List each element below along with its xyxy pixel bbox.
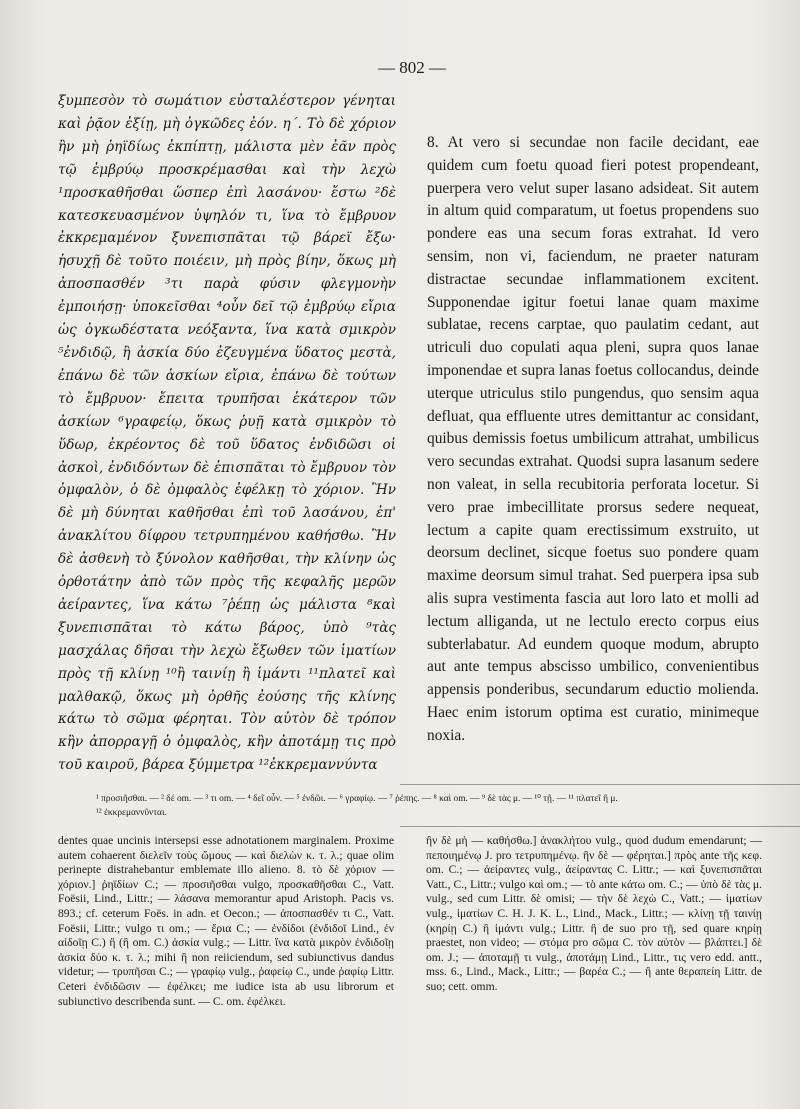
variant-readings-line-2: ¹² ἐκκρεμαννῦνται. <box>96 808 167 818</box>
notes-left-column <box>58 834 394 1009</box>
notes-right-column <box>426 834 762 995</box>
variant-readings-line-1: ¹ προσιῆσθαι. — ² δέ om. — ³ τι om. — ⁴ δεῖ οὖν. — ⁵ ἐνδῶι. — ⁶ γραφίῳ. — ⁷ ῥέπης. — ⁸ καὶ om. — ⁹ δὲ τὰς μ. — ¹⁰ τῇ. — ¹¹ πλατεῖ ἢ μ. <box>96 794 618 804</box>
variant-readings <box>96 792 796 820</box>
greek-column <box>58 90 396 777</box>
page-number: — 802 — <box>378 58 446 77</box>
notes-left-text: dentes quae uncinis intersepsi esse adnotationem marginalem. Proxime autem cohaerent διελεῖν τοὺς ὤμους — καὶ διελὼν κ. τ. λ.; quae olim perinepte distrahebantur emblemate illo alieno. 8. τὸ δὲ χόριον — χόριον.] ῥηϊδίων C.; — προσιῆσθαι vulgo, προσκαθῆσθαι C., Vatt. Foësii, Lind., Littr.; — λάσανα memorantur apud Aristoph. Pacis vs. 893.; cf. ceterum Foës. in adn. et Oecon.; — ἀποσπασθέν τι C., Vatt. Foësii, Littr.; vulgo τι om.; — ἔρια C.; — ἐνδίδοι (ἐνδιδοῖ Lind., ἐν αἰδοῖῃ C.) ἢ (ἢ om. C.) ἀσκία vulg.; — Littr. ἵνα κατὰ μικρὸν ἐνδιδοῖῃ ἀσκία δύο κ. τ. λ.; mihi ἢ non reiiciendum, sed subiunctivus dandus videtur; — τρυπῆσαι C.; — γραφίῳ vulg., ῥαφείῳ C., unde ῥαφίῳ Littr. Ceteri ἐνδιδῶσιν — ἐφέλκει; me iudice ista ab usu librorum et subiunctivo describenda sunt. — C. om. ἐφέλκει. <box>58 834 394 1008</box>
notes-right-text: ἢν δὲ μὴ — καθήσθω.] ἀνακλήτου vulg., quod dudum emendarunt; — πεποιημένῳ J. pro τετρυπημένῳ. ἢν δὲ — φέρηται.] πρὸς ante τῆς κεφ. om. C.; — ἀείραντες vulg., ἀείραντας C. Littr.; — καὶ ξυνεπισπᾶται Vatt., C., Littr.; vulgo καὶ om.; — τὸ ante κάτω om. C.; — ὑπὸ δὲ τὰς μ. vulg., sed cum Littr. δὲ omisi; — τὴν δὲ λεχὼ C., Vatt.; — ἱματίων vulg., ἱματίων C. H. J. K. L., Lind., Mack., Littr.; — κλίνῃ τῇ ταινίῃ (κηρίῃ C.) ἢ ἱμάντι vulg.; Littr. ἢ de suo pro τῇ, sed quare κηρίῃ praestet, non video; — στόμα pro σῶμα C. τὸν αὐτὸν — βλάπτει.] δὲ om. J.; — ἀποταμῇ τι vulg., ἀποτάμῃ Lind., Littr., τις vero edd. antt., mss. 6., Lind., Mack., Littr.; — βαρέα C.; — ἢ ante θεραπείη Littr. de suo; cett. omm. <box>426 834 762 993</box>
greek-text: ξυμπεσὸν τὸ σωμάτιον εὐσταλέστερον γένηται καὶ ῥᾷον ἐξίῃ, μὴ ὀγκῶδες ἐόν. η΄. Τὸ δὲ χόριον ἢν μὴ ῥηϊδίως ἐκπίπτῃ, μάλιστα μὲν ἐᾶν πρὸς τῷ ἐμβρύῳ προσκρέμασθαι καὶ τὴν λεχὼ ¹προσκαθῆσθαι ὥσπερ ἐπὶ λασάνου· ἔστω ²δὲ κατεσκευασμένον ὑψηλόν τι, ἵνα τὸ ἔμβρυον ἐκκρεμαμένον ξυνεπισπᾶται τῷ βάρεϊ ἔξω· ἡσυχῇ δὲ τοῦτο ποιέειν, μὴ πρὸς βίην, ὅκως μὴ ἀποσπασθέν ³τι παρὰ φύσιν φλεγμονὴν ἐμποιήσῃ· ὑποκεῖσθαι ⁴οὖν δεῖ τῷ ἐμβρύῳ εἴρια ὡς ὀγκωδέστατα νεόξαντα, ἵνα κατὰ σμικρὸν ⁵ἐνδιδῷ, ἢ ἀσκία δύο ἐζευγμένα ὕδατος μεστὰ, ἐπάνω δὲ τῶν ἀσκίων εἴρια, ἐπάνω δὲ τούτων τὸ ἔμβρυον· ἔπειτα τρυπῆσαι ἑκάτερον τῶν ἀσκίων ⁶γραφείῳ, ὅκως ῥυῇ κατὰ σμικρὸν τὸ ὕδωρ, ἐκρέοντος δὲ τοῦ ὕδατος ἐνδιδῶσι οἱ ἀσκοὶ, ἐνδιδόντων δὲ ἐπισπᾶται τὸ ἔμβρυον τὸν ὀμφαλὸν, ὁ δὲ ὀμφαλὸς ἐφέλκῃ τὸ χόριον. Ἢν δὲ μὴ δύνηται καθῆσθαι ἐπὶ τοῦ λασάνου, ἐπ' ἀνακλίτου δίφρου τετρυπημένου καθήσθω. Ἢν δὲ ἀσθενὴ τὸ ξύνολον καθῆσθαι, τὴν κλίνην ὡς ὀρθοτάτην ἀπὸ τῶν πρὸς τῆς κεφαλῆς μερῶν ἀείραντες, ἵνα κάτω ⁷ῥέπῃ ὡς μάλιστα ⁸καὶ ξυνεπισπᾶται τὸ κάτω βάρος, ὑπὸ ⁹τὰς μασχάλας δῆσαι τὴν λεχὼ ἔξωθεν τῶν ἱματίων πρὸς τῇ κλίνῃ ¹⁰ἢ ταινίῃ ἢ ἱμάντι ¹¹πλατεῖ καὶ μαλθακῷ, ὅκως μὴ ὀρθῆς ἐούσης τῆς κλίνης κάτω τὸ σῶμα φέρηται. Τὸν αὐτὸν δὲ τρόπον κἢν ἀπορραγῇ ὁ ὀμφαλὸς, κἢν ἀποτάμῃ τις πρὸ τοῦ καιροῦ, βάρεα ξύμμετρα ¹²ἐκκρεμαννύντα <box>58 93 396 774</box>
latin-text: 8. At vero si secundae non facile decidant, eae quidem cum foetu quoad fieri potest propendeant, puerpera vero velut super lasano adsideat. Sit autem in altum quid comparatum, ut foetus propendens suo pondere eas una secum foras extrahat. Id vero sensim, non vi, faciendum, ne praeter naturam distractae secundae inflammationem excitent. Supponendae igitur foetui lanae quam maxime sublatae, recens carptae, quo paulatim cedant, aut utriculi duo copulati aqua pleni, supra quos lanae imponendae et supra lanas foetus collocandus, deinde uterque utriculus stilo pungendus, quo sensim aqua defluat, qua effluente utres demittantur ac considant, quibus demissis foetus umbilicum attrahat, umbilicus vero secundas extrahat. Quodsi supra lasanum sedere non valeat, in sella recubitoria perforata locetur. Si vero prae imbecillitate prorsus sedere nequeat, lectum a capite quam erectissimum exstruito, ut deorsum declinet, sicque foetus suo pondere quam maxime deorsum simul trahat. Sed puerpera ipsa sub alis supra vestimenta fascia aut loro lato et molli ad lectum alliganda, ut ne lectulo erecto corpus eius subterlabatur. Ad eundem quoque modum, abrupto aut ante tempus abscisso umbilico, convenientibus appensis ponderibus, secundarum eductio molienda. Haec enim istorum optima est curatio, minimeque noxia. <box>427 134 759 744</box>
variants-rule <box>400 784 800 785</box>
notes-rule <box>400 826 800 827</box>
latin-column <box>427 132 759 748</box>
